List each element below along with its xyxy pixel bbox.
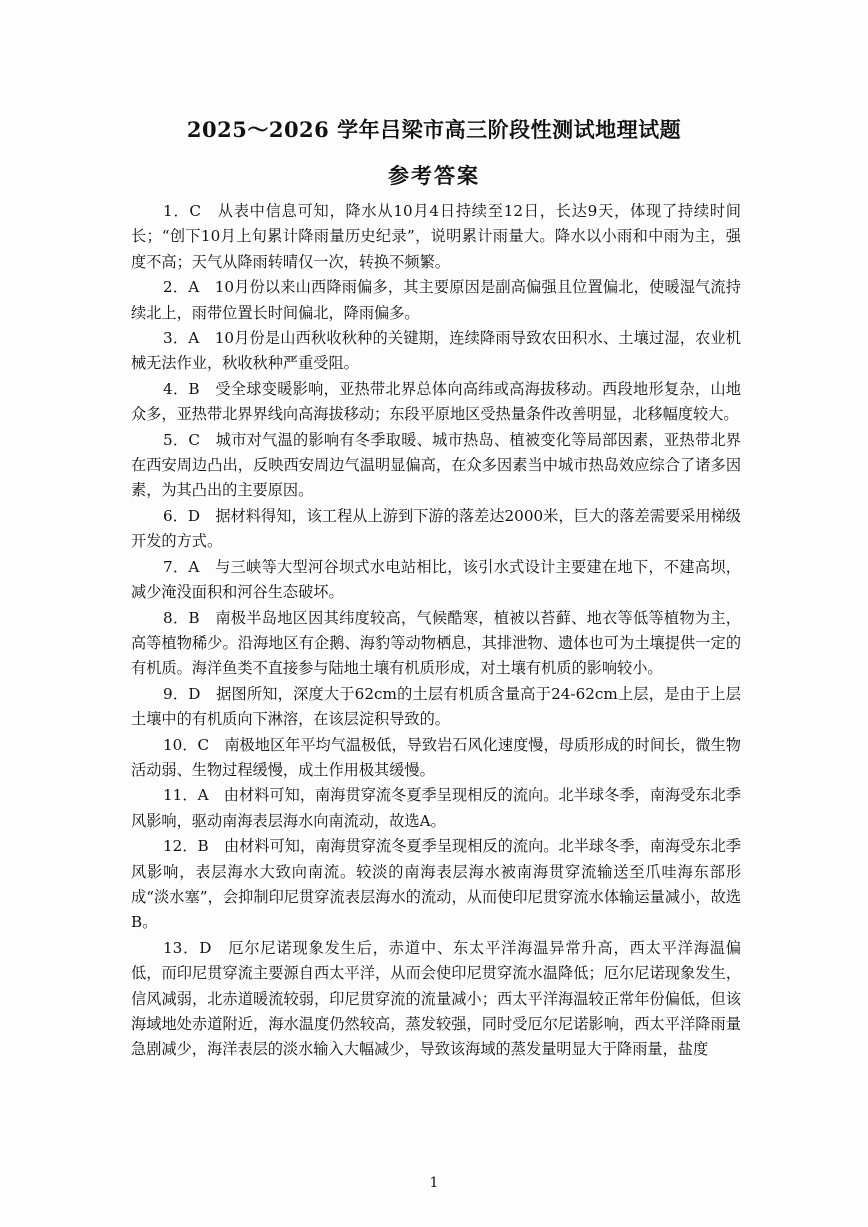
answer-item: 7．A 与三峡等大型河谷坝式水电站相比，该引水式设计主要建在地下，不建高坝，减少淹没面积和河谷生态破坏。 [131, 557, 741, 602]
answer-item: 3．A 10月份是山西秋收秋种的关键期，连续降雨导致农田积水、土壤过湿，农业机械无法作业，秋收秋种严重受阻。 [131, 329, 741, 373]
answer-item: 13．D 厄尔尼诺现象发生后，赤道中、东太平洋海温异常升高，西太平洋海温偏低，而印尼贯穿流主要源自西太平洋，从而会使印尼贯穿流水温降低；厄尔尼诺现象发生，信风减弱，北赤道暖流较弱，印尼贯穿流的流量减小；西太平洋海温较正常年份偏低，但该海域地处赤道附近，海水温度仍然较高，蒸发较强，同时受厄尔尼诺影响，西太平洋降雨量急剧减少，海洋表层的淡水输入大幅减少，导致该海域的蒸发量明显大于降雨量，盐度 [131, 938, 741, 1059]
answer-item: 4．B 受全球变暖影响，亚热带北界总体向高纬或高海拔移动。西段地形复杂，山地众多，亚热带北界界线向高海拔移动；东段平原地区受热量条件改善明显，北移幅度较大。 [131, 379, 741, 424]
answer-item: 1．C 从表中信息可知，降水从10月4日持续至12日，长达9天，体现了持续时间长；“创下10月上旬累计降雨量历史纪录”，说明累计雨量大。降水以小雨和中雨为主，强度不高；天气从降雨转晴仅一次，转换不频繁。 [131, 202, 741, 271]
answer-item: 6．D 据材料得知，该工程从上游到下游的落差达2000米，巨大的落差需要采用梯级开发的方式。 [131, 506, 741, 551]
page-number: 1 [429, 1175, 439, 1191]
answer-item: 8．B 南极半岛地区因其纬度较高，气候酷寒，植被以苔藓、地衣等低等植物为主，高等植物稀少。沿海地区有企鹅、海豹等动物栖息，其排泄物、遗体也可为土壤提供一定的有机质。海洋鱼类不直接参与陆地土壤有机质形成，对土壤有机质的影响较小。 [131, 608, 741, 678]
document-title: 2025～2026 学年吕梁市高三阶段性测试地理试题 [186, 117, 682, 142]
answer-item: 9．D 据图所知，深度大于62cm的土层有机质含量高于24-62cm上层，是由于上层土壤中的有机质向下淋溶，在该层淀积导致的。 [131, 684, 741, 729]
answer-item: 11．A 由材料可知，南海贯穿流冬夏季呈现相反的流向。北半球冬季，南海受东北季风影响，驱动南海表层海水向南流动，故选A。 [131, 786, 741, 830]
document-subtitle: 参考答案 [388, 163, 480, 188]
answer-item: 5．C 城市对气温的影响有冬季取暖、城市热岛、植被变化等局部因素，亚热带北界在西安周边凸出，反映西安周边气温明显偏高，在众多因素当中城市热岛效应综合了诸多因素，为其凸出的主要原因。 [131, 430, 741, 500]
answer-item: 12．B 由材料可知，南海贯穿流冬夏季呈现相反的流向。北半球冬季，南海受东北季风影响，表层海水大致向南流。较淡的南海表层海水被南海贯穿流输送至爪哇海东部形成“淡水塞”，会抑制印尼贯穿流表层海水的流动，从而使印尼贯穿流水体输运量减小，故选B。 [131, 837, 741, 932]
answer-item: 2．A 10月份以来山西降雨偏多，其主要原因是副高偏强且位置偏北，使暖湿气流持续北上，雨带位置长时间偏北，降雨偏多。 [131, 278, 741, 322]
answer-list [131, 199, 741, 1063]
answer-item: 10．C 南极地区年平均气温极低，导致岩石风化速度慢，母质形成的时间长，微生物活动弱、生物过程缓慢，成土作用极其缓慢。 [131, 735, 741, 779]
